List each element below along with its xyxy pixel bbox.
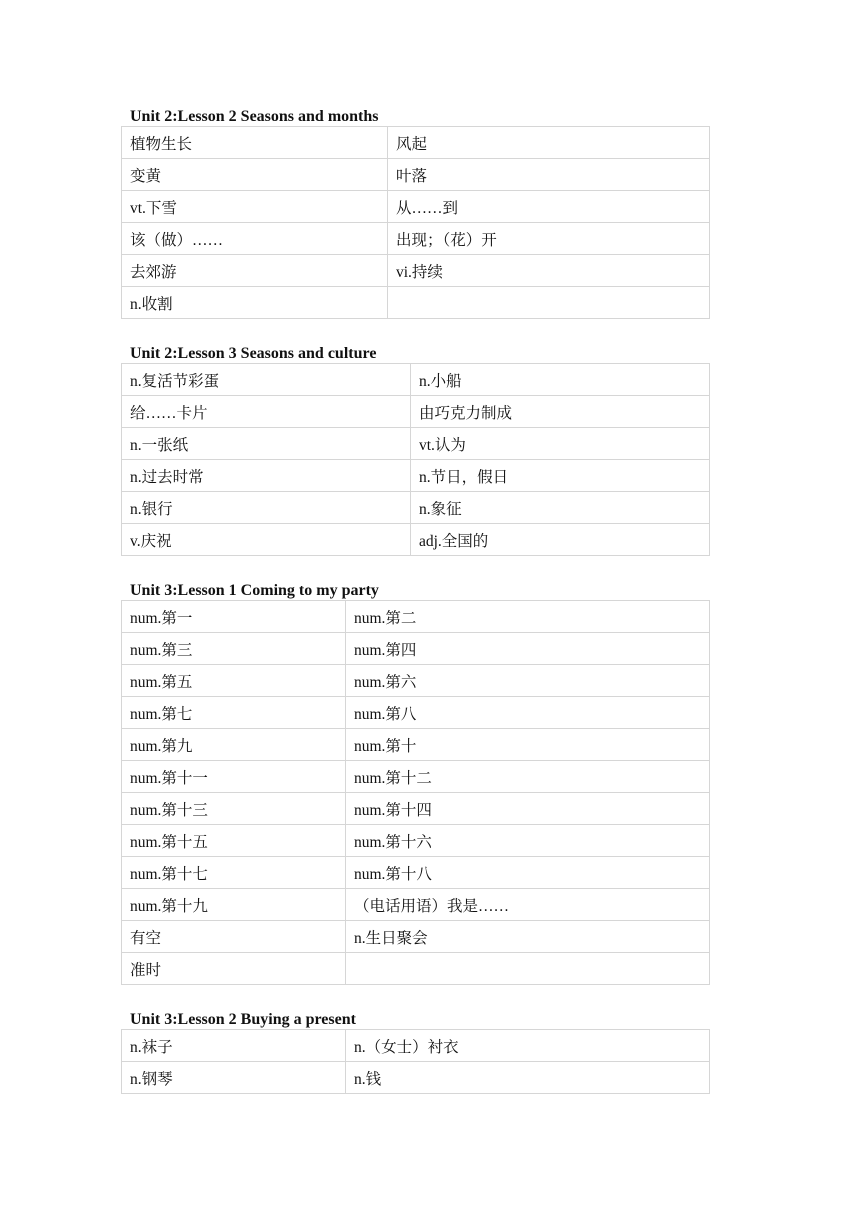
vocab-table <box>121 126 710 319</box>
table-row <box>122 223 710 255</box>
table-cell: （电话用语）我是…… <box>346 889 710 921</box>
table-cell: 出现；（花）开 <box>388 223 710 255</box>
table-row <box>122 492 710 524</box>
section-heading: Unit 2:Lesson 3 Seasons and culture <box>130 345 377 362</box>
table-row <box>122 601 710 633</box>
vocab-table <box>121 600 710 985</box>
table-cell: n.小船 <box>411 364 710 396</box>
section-heading: Unit 3:Lesson 2 Buying a present <box>130 1011 356 1028</box>
table-cell: v.庆祝 <box>122 524 411 556</box>
table-cell: num.第十八 <box>346 857 710 889</box>
table-cell: 该（做）…… <box>122 223 388 255</box>
table-row <box>122 793 710 825</box>
table-row <box>122 825 710 857</box>
table-cell: num.第四 <box>346 633 710 665</box>
table-cell: n.象征 <box>411 492 710 524</box>
table-cell: 给……卡片 <box>122 396 411 428</box>
table-cell: 准时 <box>122 953 346 985</box>
vocab-table <box>121 363 710 556</box>
table-cell: n.过去时常 <box>122 460 411 492</box>
table-cell: num.第八 <box>346 697 710 729</box>
table-cell: n.袜子 <box>122 1030 346 1062</box>
vocab-section-unit3-lesson1 <box>121 582 709 985</box>
table-row <box>122 1030 710 1062</box>
table-cell: num.第十五 <box>122 825 346 857</box>
table-row <box>122 159 710 191</box>
table-row <box>122 364 710 396</box>
table-cell: 由巧克力制成 <box>411 396 710 428</box>
table-row <box>122 953 710 985</box>
table-cell: 风起 <box>388 127 710 159</box>
table-cell: vt.认为 <box>411 428 710 460</box>
table-row <box>122 665 710 697</box>
table-cell: num.第十九 <box>122 889 346 921</box>
table-cell: num.第九 <box>122 729 346 761</box>
table-cell: 叶落 <box>388 159 710 191</box>
table-row <box>122 729 710 761</box>
table-cell: num.第七 <box>122 697 346 729</box>
table-row <box>122 396 710 428</box>
vocab-section-unit2-lesson3 <box>121 345 709 556</box>
table-cell: vi.持续 <box>388 255 710 287</box>
table-cell: n.收割 <box>122 287 388 319</box>
section-heading: Unit 2:Lesson 2 Seasons and months <box>130 108 379 125</box>
table-cell: n.钱 <box>346 1062 710 1094</box>
table-row <box>122 761 710 793</box>
table-row <box>122 460 710 492</box>
table-cell: num.第一 <box>122 601 346 633</box>
table-cell: num.第十四 <box>346 793 710 825</box>
table-cell: n.银行 <box>122 492 411 524</box>
table-cell: num.第二 <box>346 601 710 633</box>
vocab-section-unit3-lesson2 <box>121 1011 709 1094</box>
table-row <box>122 889 710 921</box>
table-cell: n.钢琴 <box>122 1062 346 1094</box>
table-row <box>122 857 710 889</box>
table-cell: 变黄 <box>122 159 388 191</box>
table-cell: num.第五 <box>122 665 346 697</box>
table-row <box>122 697 710 729</box>
table-cell: n.生日聚会 <box>346 921 710 953</box>
table-cell: num.第六 <box>346 665 710 697</box>
table-cell: num.第十一 <box>122 761 346 793</box>
table-cell: num.第十七 <box>122 857 346 889</box>
table-cell: n.节日，假日 <box>411 460 710 492</box>
table-cell: num.第十六 <box>346 825 710 857</box>
table-row <box>122 127 710 159</box>
vocab-section-unit2-lesson2 <box>121 108 709 319</box>
table-cell: n.复活节彩蛋 <box>122 364 411 396</box>
table-row <box>122 191 710 223</box>
table-row <box>122 428 710 460</box>
table-row <box>122 287 710 319</box>
table-cell: 从……到 <box>388 191 710 223</box>
table-cell: adj.全国的 <box>411 524 710 556</box>
table-row <box>122 633 710 665</box>
table-cell: 植物生长 <box>122 127 388 159</box>
vocab-table <box>121 1029 710 1094</box>
table-cell: num.第三 <box>122 633 346 665</box>
table-cell <box>388 287 710 319</box>
table-cell: n.一张纸 <box>122 428 411 460</box>
table-cell: num.第十二 <box>346 761 710 793</box>
table-cell: num.第十三 <box>122 793 346 825</box>
table-row <box>122 1062 710 1094</box>
table-cell <box>346 953 710 985</box>
table-row <box>122 921 710 953</box>
table-cell: 去郊游 <box>122 255 388 287</box>
table-cell: num.第十 <box>346 729 710 761</box>
table-row <box>122 255 710 287</box>
table-row <box>122 524 710 556</box>
table-cell: 有空 <box>122 921 346 953</box>
section-heading: Unit 3:Lesson 1 Coming to my party <box>130 582 379 599</box>
table-cell: vt.下雪 <box>122 191 388 223</box>
table-cell: n.（女士）衬衣 <box>346 1030 710 1062</box>
